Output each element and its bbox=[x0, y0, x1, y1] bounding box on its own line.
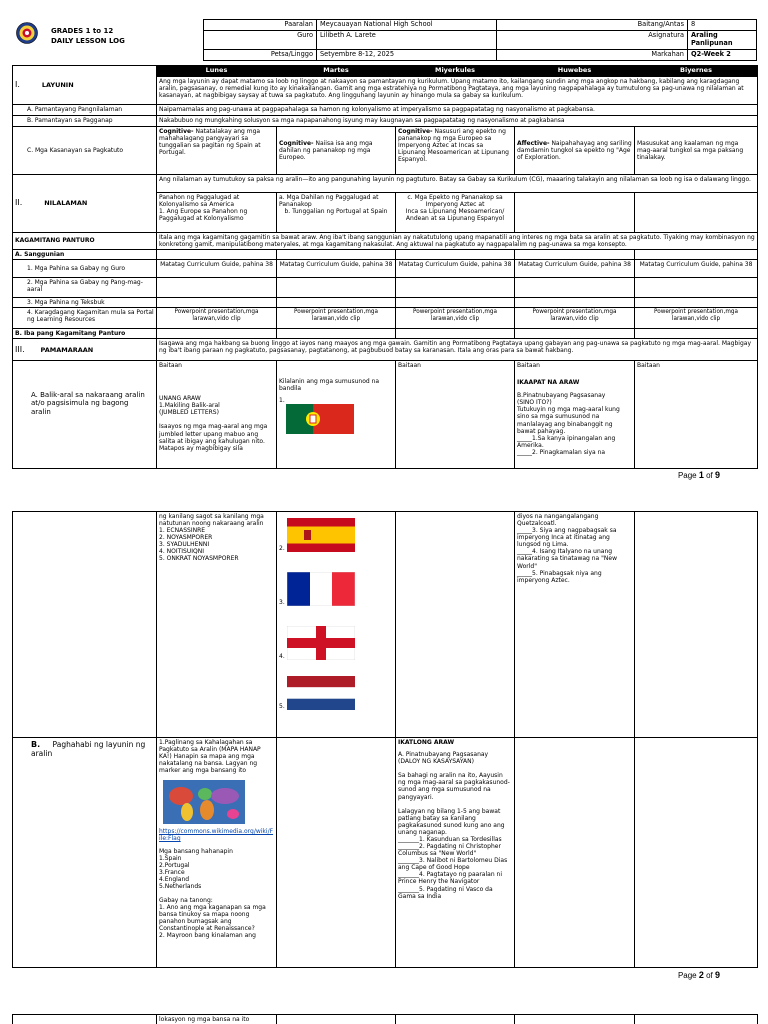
gabay-guro-thu: Matatag Curriculum Guide, pahina 38 bbox=[515, 259, 635, 277]
kasanayan-label: C. Mga Kasanayan sa Pagkatuto bbox=[13, 126, 157, 174]
balikaral-fri: Baitaan bbox=[635, 361, 758, 469]
page-footer-2: Page 2 of 9 bbox=[677, 970, 720, 980]
balikaral-mon-cont: ng kanilang sagot sa kanilang mga natutunan noong nakaraang aralin 1. ECNASSINRE 2. NOYASMPORER 3. SYADULHENNI 4. NOITISUIQNI 5. ONKRAT NOYASMPORER bbox=[157, 512, 277, 738]
nilalaman-fri bbox=[635, 192, 758, 232]
gabay-guro-label: 1. Mga Pahina sa Gabay ng Guro bbox=[13, 259, 157, 277]
balikaral-label: A. Balik-aral sa nakaraang aralin at/o pagsisimula ng bagong aralin bbox=[13, 361, 157, 469]
teksbuk-label: 3. Mga Pahina ng Teksbuk bbox=[13, 297, 157, 307]
page-footer-1: Page 1 of 9 bbox=[677, 470, 720, 480]
section-layunin: I. LAYUNIN bbox=[13, 66, 157, 105]
portal-fri: Powerpoint presentation,mga larawan,vido clip bbox=[635, 307, 758, 328]
flag-england bbox=[287, 626, 355, 660]
layunin-label: LAYUNIN bbox=[41, 81, 74, 89]
pamamaraan-text: Isagawa ang mga hakbang sa buong linggo at iayos nang maayos ang mga gawain. Gamitin ang Pormatibong Pagtataya upang gabayan ang pag-unawa sa pagkatuto ng mga mag-aaral. Magbigay ng iba't ibang paraan ng pagkatuto, pagsasanay, pagtatanong, at pagbubuod batay sa karanasan. Itala ang oras para sa bawat hakbang. bbox=[157, 339, 758, 361]
label-paaralan: Paaralan bbox=[204, 20, 317, 31]
flag-france bbox=[287, 572, 355, 606]
paghahabi-mon-cont: lokasyon ng mga bansa na ito bbox=[157, 1015, 277, 1024]
nilalaman-mon: Panahon ng Paggalugad at Kolonyalismo sa America 1. Ang Europe sa Panahon ng Paggalugad at Kolonyalismo bbox=[157, 192, 277, 232]
value-paaralan: Meycauayan National High School bbox=[317, 20, 497, 31]
kasanayan-wed: Cognitive- Nasusuri ang epekto ng pananakop ng mga Europeo sa Imperyong Aztec at Incas sa Lipunang Mesoamerican at Lipunang Espanyol. bbox=[396, 126, 515, 174]
day-header-mon: Lunes bbox=[157, 66, 277, 77]
portal-label: 4. Karagdagang Kagamitan mula sa Portal ng Learning Resources bbox=[13, 307, 157, 328]
page-2 bbox=[0, 490, 768, 1000]
lesson-table-p2 bbox=[12, 511, 758, 968]
kagamitan-label: KAGAMITANG PANTURO bbox=[13, 232, 157, 249]
label-baitang: Baitang/Antas bbox=[497, 20, 688, 31]
gabay-guro-wed: Matatag Curriculum Guide, pahina 38 bbox=[396, 259, 515, 277]
kasanayan-thu: Affective- Naipahahayag ang sariling damdamin tungkol sa epekto ng "Age of Exploration. bbox=[515, 126, 635, 174]
value-markahan: Q2-Week 2 bbox=[688, 49, 757, 60]
gabay-guro-fri: Matatag Curriculum Guide, pahina 38 bbox=[635, 259, 758, 277]
grades-title: GRADES 1 to 12 bbox=[51, 27, 114, 35]
value-guro: Lilibeth A. Larete bbox=[317, 31, 497, 50]
gabay-aaral-label: 2. Mga Pahina sa Gabay ng Pang-mag-aaral bbox=[13, 277, 157, 297]
balikaral-thu: Baitaan IKAAPAT NA ARAW B.Pinatnubayang Pagsasanay (SINO ITO?) Tutukuyin ng mga mag-aaral kung sino sa mga sumusunod na manlalayag ang binabanggit ng bawat pahayag. _____1.Sa kanya ipinangalan ang Amerika. _____2. Pinagkamalan siya na bbox=[515, 361, 635, 469]
balikaral-wed: Baitaan bbox=[396, 361, 515, 469]
section-pamamaraan: III. PAMAMARAAN bbox=[13, 339, 157, 361]
flag-spain bbox=[287, 518, 355, 552]
world-map-image bbox=[163, 780, 245, 824]
balikaral-thu-cont: diyos na nangangalangang Quetzalcoatl. _____3. Siya ang nagpabagsak sa imperyong Inca at itinatag ang lungsod ng Lima. _____4. Isang Italyano na unang nakarating sa tinatawag na "New World" _____5. Pinabagsak niya ang imperyong Aztec. bbox=[515, 512, 635, 738]
paghahabi-mon: 1.Paglinang sa Kahalagahan sa Pagkatuto sa Aralin (MAPA HANAP KA!) Hanapin sa mapa ang mga nakatalang na bansa. Lagyan ng marker ang mga bansang ito https://commons.wikimedia.org/wiki/File:Flag Mga bansang hahanapin 1.Spain 2.Portugal 3.France 4.England 5.Netherlands Gabay na tanong: 1. Ano ang mga kaganapan sa mga bansa tinukoy sa mapa noong panahon bumagsak ang Constantinople at Renaissance? 2. Mayroon bang kinalaman ang bbox=[157, 738, 277, 968]
portal-mon: Powerpoint presentation,mga larawan,vido clip bbox=[157, 307, 277, 328]
balikaral-tue: Kilalanin ang mga sumusunod na bandila 1. bbox=[277, 361, 396, 469]
balikaral-tue-flags: 2. 3. 4. 5. bbox=[277, 512, 396, 738]
day-header-thu: Huwebes bbox=[515, 66, 635, 77]
day-header-wed: Miyerkules bbox=[396, 66, 515, 77]
value-asignatura: Araling Panlipunan bbox=[688, 31, 757, 50]
section-nilalaman: II. NILALAMAN bbox=[13, 174, 157, 232]
header-table bbox=[203, 19, 757, 61]
label-guro: Guro bbox=[204, 31, 317, 50]
value-baitang: 8 bbox=[688, 20, 757, 31]
page-3 bbox=[0, 1000, 768, 1024]
pagganap-label: B. Pamantayan sa Pagganap bbox=[13, 115, 157, 126]
value-petsa: Setyembre 8-12, 2025 bbox=[317, 49, 497, 60]
deped-seal bbox=[16, 22, 38, 44]
nilalaman-wed: c. Mga Epekto ng Pananakop sa Imperyong Aztec at Inca sa Lipunang Mesoamerican/ Andean at sa Lipunang Espanyol bbox=[396, 192, 515, 232]
flag-netherlands bbox=[287, 676, 355, 710]
kagamitan-text: Itala ang mga kagamitang gagamitin sa bawat araw. Ang iba't ibang sanggunian ay nakatutulong upang mapanatili ang interes ng mga bata sa aralin at sa pagkatuto. Tiyaking may kombinasyon ng konkretong gamit, manipulatibong materyales, at mga kagamitang nakasulat. Ang aktuwal na pagkatuto ay nagpapalalim ng pag-unawa sa mga konsepto. bbox=[157, 232, 758, 249]
iba-pang-label: B. Iba pang Kagamitang Panturo bbox=[13, 328, 157, 338]
paghahabi-wed: IKATLONG ARAW A. Pinatnubayang Pagsasanay (DALOY NG KASAYSAYAN) Sa bahagi ng aralin na ito, Aayusin ng mga mag-aaral sa pagkakasunod-sunod ang mga sumusunod na pangyayari. Lalagyan ng bilang 1-5 ang bawat patlang batay sa kanilang pagkakasunod sunod kung ano ang unang naganap. _______1. Kasunduan sa Tordesillas _______2. Pagdating ni Christopher Columbus sa "New World" _______3. Nalibot ni Bartolomeu Dias ang Cape of Good Hope _______4. Pagtatayo ng paaralan ni Prince Henry the Navigator _______5. Pagdating ni Vasco da Gama sa India bbox=[396, 738, 515, 968]
day-header-tue: Martes bbox=[277, 66, 396, 77]
kasanayan-mon: Cognitive- Natatalakay ang mga mahahalagang pangyayari sa tunggalian sa pagitan ng Spain at Portugal. bbox=[157, 126, 277, 174]
pagganap-text: Nakabubuo ng mungkahing solusyon sa mga napapanahong isyung may kaugnayan sa pagpapatatag ng nasyonalismo at pagkabansa bbox=[157, 115, 758, 126]
layunin-text: Ang mga layunin ay dapat matamo sa loob ng linggo at nakaayon sa pamantayan ng kurikulum. Upang matamo ito, kailangang sundin ang mga angkop na hakbang, kabilang ang karagdagang aralin, pagsasanay, o remedial kung ito ay kinakailangan. Gamit ang mga estratehiya ng Pormatibong Pagtataya, ang mga layuning nagpapahalaga ay tumutulong sa pag-unawa ng nilalaman at kasanayan, at nagbibigay saysay at tuwa sa pagkatuto. Ang lingguhang layunin ay hinango mula sa gabay sa kurikulum. bbox=[157, 76, 758, 104]
nilalaman-thu bbox=[515, 192, 635, 232]
portal-tue: Powerpoint presentation,mga larawan,vido clip bbox=[277, 307, 396, 328]
nilalaman-tue: a. Mga Dahilan ng Paggalugad at Pananakop b. Tunggalian ng Portugal at Spain bbox=[277, 192, 396, 232]
gabay-guro-tue: Matatag Curriculum Guide, pahina 38 bbox=[277, 259, 396, 277]
kasanayan-fri: Masusukat ang kaalaman ng mga mag-aaral tungkol sa mga paksang tinalakay. bbox=[635, 126, 758, 174]
pangnilalaman-text: Naipamamalas ang pag-unawa at pagpapahalaga sa hamon ng kolonyalismo at imperyalismo sa pagpapatatag ng nasyonalismo at pagkabansa. bbox=[157, 104, 758, 115]
label-asignatura: Asignatura bbox=[497, 31, 688, 50]
page-1 bbox=[0, 0, 768, 490]
lesson-table-p1 bbox=[12, 65, 758, 469]
balikaral-mon: Baitaan UNANG ARAW 1.Makiling Balik-aral (JUMBLED LETTERS) Isaayos ng mga mag-aaral ang mga jumbled letter upang mabuo ang salita at ibigay ang kahulugan nito. Matapos ay magbibigay sila bbox=[157, 361, 277, 469]
label-markahan: Markahan bbox=[497, 49, 688, 60]
portal-thu: Powerpoint presentation,mga larawan,vido clip bbox=[515, 307, 635, 328]
nilalaman-intro: Ang nilalaman ay tumutukoy sa paksa ng aralin—ito ang pangunahing layunin ng pagtuturo. Batay sa Gabay sa Kurikulum (CG), maaaring talakayin ang nilalaman sa loob ng isa o dalawang linggo. bbox=[157, 174, 758, 192]
day-header-fri: Biyernes bbox=[635, 66, 758, 77]
dll-title: DAILY LESSON LOG bbox=[51, 37, 125, 45]
portal-wed: Powerpoint presentation,mga larawan,vido clip bbox=[396, 307, 515, 328]
kasanayan-tue: Cognitive- Naiisa isa ang mga dahilan ng pananakop ng mga Europeo. bbox=[277, 126, 396, 174]
paghahabi-label: B. Paghahabi ng layunin ng aralin bbox=[13, 738, 157, 968]
lesson-table-p3 bbox=[12, 1014, 758, 1024]
label-petsa: Petsa/Linggo bbox=[204, 49, 317, 60]
flag-portugal bbox=[286, 404, 354, 434]
pangnilalaman-label: A. Pamantayang Pangnilalaman bbox=[13, 104, 157, 115]
gabay-guro-mon: Matatag Curriculum Guide, pahina 38 bbox=[157, 259, 277, 277]
sanggunian-label: A. Sanggunian bbox=[13, 249, 157, 259]
wikimedia-link[interactable]: https://commons.wikimedia.org/wiki/File:Flag bbox=[159, 828, 274, 843]
